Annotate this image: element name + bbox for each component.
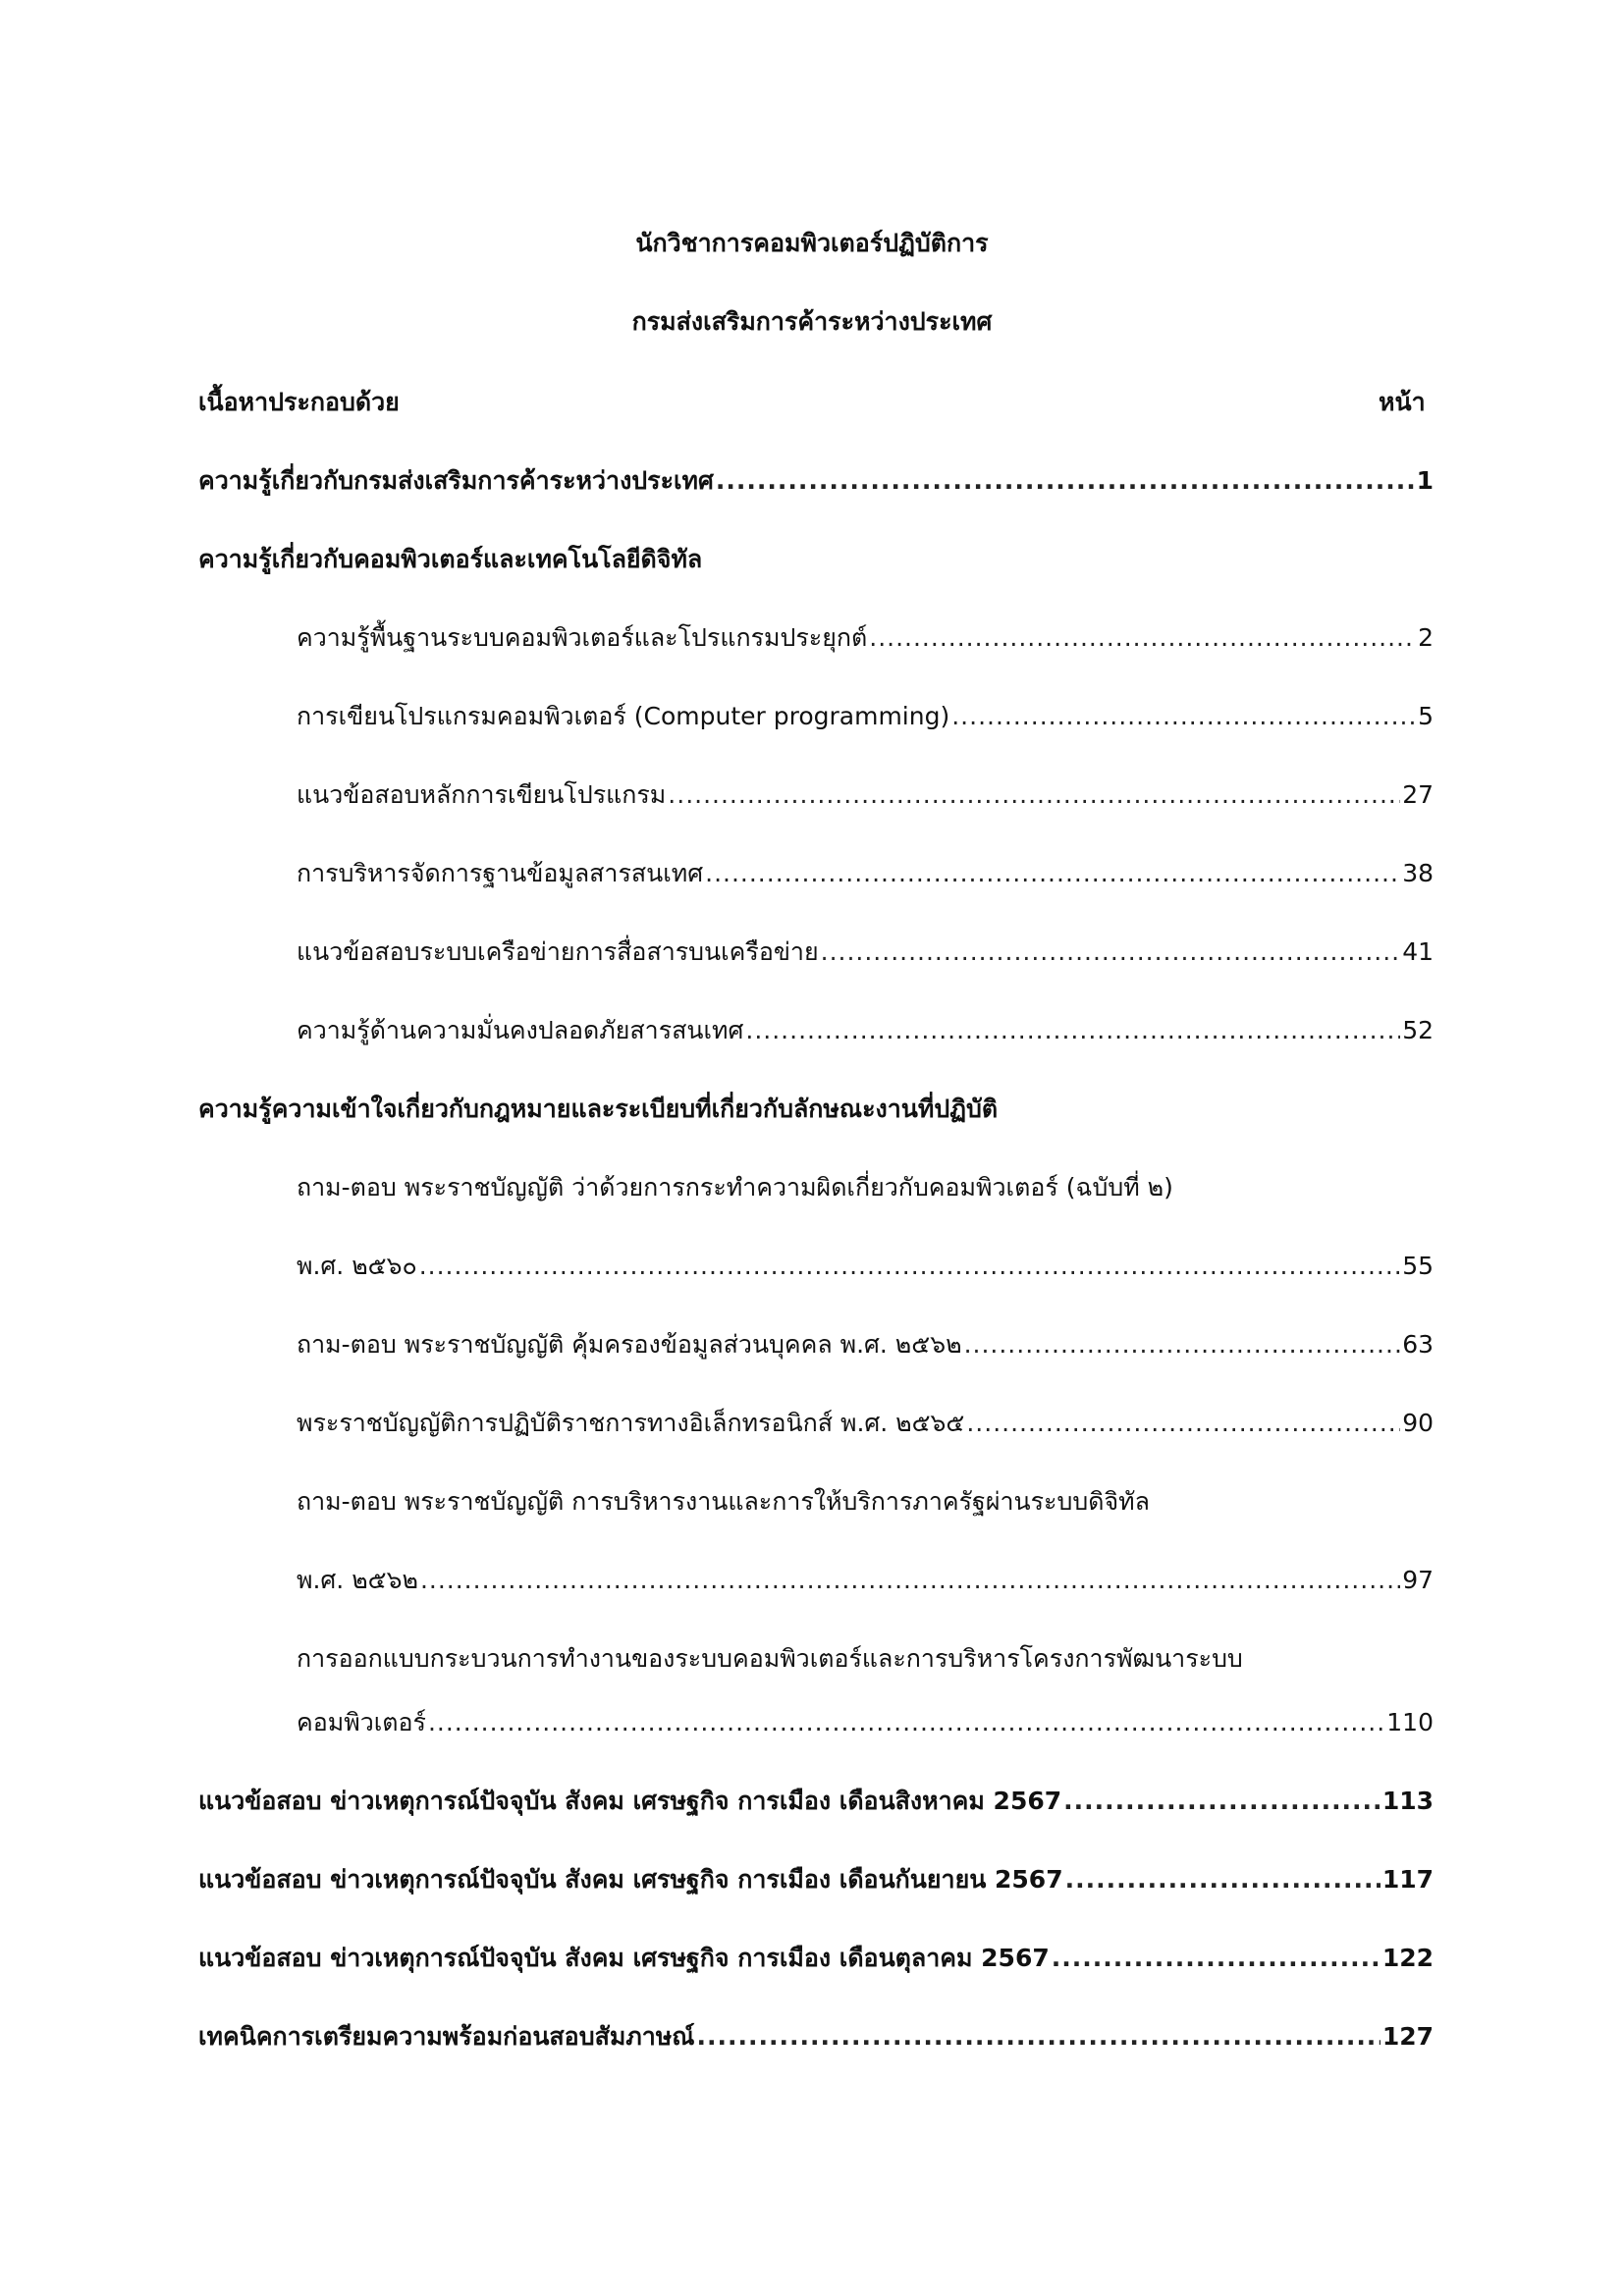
toc-entry-label: เทคนิคการเตรียมความพร้อมก่อนสอบสัมภาษณ์	[198, 2022, 695, 2051]
toc-leader	[668, 780, 1400, 809]
toc-entry-label: ความรู้เกี่ยวกับกรมส่งเสริมการค้าระหว่างประเทศ	[198, 466, 714, 495]
toc-leader	[1063, 1787, 1380, 1815]
toc-page-number: 127	[1381, 2022, 1434, 2051]
toc-leader	[697, 2022, 1380, 2051]
toc-page-number: 97	[1402, 1566, 1434, 1594]
toc-page-number: 90	[1402, 1409, 1434, 1437]
toc-leader	[951, 702, 1416, 730]
toc-leader	[821, 937, 1401, 966]
toc-entry-label: ถาม-ตอบ พระราชบัญญัติ การบริหารงานและการให้บริการภาครัฐผ่านระบบดิจิทัล	[297, 1487, 1150, 1516]
toc-entry-5[interactable]	[198, 1860, 1434, 1899]
toc-entry-label: แนวข้อสอบ ข่าวเหตุการณ์ปัจจุบัน สังคม เศรษฐกิจ การเมือง เดือนกันยายน 2567	[198, 1865, 1063, 1894]
toc-entry-label: แนวข้อสอบระบบเครือข่ายการสื่อสารบนเครือข่าย	[297, 937, 819, 966]
toc-heading: เนื้อหาประกอบด้วย	[198, 388, 400, 416]
toc-entry-label: การเขียนโปรแกรมคอมพิวเตอร์ (Computer programming)	[297, 702, 950, 730]
toc-entry-label: การบริหารจัดการฐานข้อมูลสารสนเทศ	[297, 859, 704, 887]
toc-entry-label: ถาม-ตอบ พระราชบัญญัติ คุ้มครองข้อมูลส่วนบุคคล พ.ศ. ๒๕๖๒	[297, 1330, 962, 1359]
toc-leader	[716, 466, 1415, 495]
toc-page-number: 5	[1418, 702, 1434, 730]
toc-leader	[419, 1252, 1400, 1280]
toc-entry-label: การออกแบบกระบวนการทำงานของระบบคอมพิวเตอร์และการบริหารโครงการพัฒนาระบบ	[297, 1644, 1243, 1673]
toc-entry-label: ความรู้พื้นฐานระบบคอมพิวเตอร์และโปรแกรมประยุกต์	[297, 623, 868, 652]
toc-page-number: 122	[1381, 1944, 1434, 1972]
toc-leader	[745, 1016, 1400, 1044]
toc-leader	[966, 1409, 1400, 1437]
toc-entry-label: แนวข้อสอบ ข่าวเหตุการณ์ปัจจุบัน สังคม เศรษฐกิจ การเมือง เดือนสิงหาคม 2567	[198, 1787, 1062, 1815]
toc-page-heading: หน้า	[1379, 388, 1426, 416]
toc-entry-3-2[interactable]	[297, 1325, 1434, 1364]
toc-page-number: 55	[1402, 1252, 1434, 1280]
toc-entry-label: คอมพิวเตอร์	[297, 1708, 426, 1736]
toc-entry-2-1[interactable]	[297, 618, 1434, 658]
toc-section-heading: ความรู้เกี่ยวกับคอมพิวเตอร์และเทคโนโลยีดิจิทัล	[198, 545, 703, 573]
toc-entry-label: พ.ศ. ๒๕๖๒	[297, 1566, 418, 1594]
document-subtitle: กรมส่งเสริมการค้าระหว่างประเทศ	[631, 307, 993, 336]
toc-leader	[1065, 1865, 1380, 1894]
toc-entry-2-2[interactable]	[297, 697, 1434, 736]
toc-entry-7[interactable]	[198, 2017, 1434, 2056]
toc-entry-2-5[interactable]	[297, 933, 1434, 972]
toc-leader	[869, 623, 1416, 652]
toc-entry-3-3[interactable]	[297, 1404, 1434, 1443]
toc-entry-6[interactable]	[198, 1939, 1434, 1978]
toc-leader	[964, 1330, 1401, 1359]
toc-page-number: 52	[1402, 1016, 1434, 1044]
document-title: นักวิชาการคอมพิวเตอร์ปฏิบัติการ	[635, 229, 989, 257]
toc-page-number: 117	[1381, 1865, 1434, 1894]
toc-entry-label: ถาม-ตอบ พระราชบัญญัติ ว่าด้วยการกระทำความผิดเกี่ยวกับคอมพิวเตอร์ (ฉบับที่ ๒)	[297, 1173, 1173, 1201]
toc-entry-2-3[interactable]	[297, 775, 1434, 815]
toc-page-number: 113	[1381, 1787, 1434, 1815]
toc-leader	[428, 1708, 1384, 1736]
toc-section-heading: ความรู้ความเข้าใจเกี่ยวกับกฎหมายและระเบียบที่เกี่ยวกับลักษณะงานที่ปฏิบัติ	[198, 1095, 999, 1123]
toc-page-number: 27	[1402, 780, 1434, 809]
toc-entry-3-5[interactable]	[297, 1703, 1434, 1742]
toc-entry-2-4[interactable]	[297, 854, 1434, 893]
toc-leader	[1052, 1944, 1380, 1972]
toc-entry-label: แนวข้อสอบหลักการเขียนโปรแกรม	[297, 780, 667, 809]
toc-page-number: 63	[1402, 1330, 1434, 1359]
toc-entry-label: ความรู้ด้านความมั่นคงปลอดภัยสารสนเทศ	[297, 1016, 744, 1044]
toc-leader	[705, 859, 1400, 887]
toc-entry-2-6[interactable]	[297, 1011, 1434, 1050]
toc-entry-1[interactable]	[198, 461, 1434, 501]
toc-leader	[420, 1566, 1400, 1594]
toc-entry-4[interactable]	[198, 1782, 1434, 1821]
toc-page-number: 38	[1402, 859, 1434, 887]
toc-page-number: 1	[1416, 466, 1434, 495]
toc-entry-label: พ.ศ. ๒๕๖๐	[297, 1252, 417, 1280]
toc-page-number: 110	[1386, 1708, 1434, 1736]
toc-entry-label: พระราชบัญญัติการปฏิบัติราชการทางอิเล็กทรอนิกส์ พ.ศ. ๒๕๖๕	[297, 1409, 965, 1437]
toc-entry-3-4[interactable]	[297, 1561, 1434, 1600]
toc-page-number: 2	[1418, 623, 1434, 652]
toc-entry-3-1[interactable]	[297, 1247, 1434, 1286]
toc-page-number: 41	[1402, 937, 1434, 966]
toc-entry-label: แนวข้อสอบ ข่าวเหตุการณ์ปัจจุบัน สังคม เศรษฐกิจ การเมือง เดือนตุลาคม 2567	[198, 1944, 1050, 1972]
